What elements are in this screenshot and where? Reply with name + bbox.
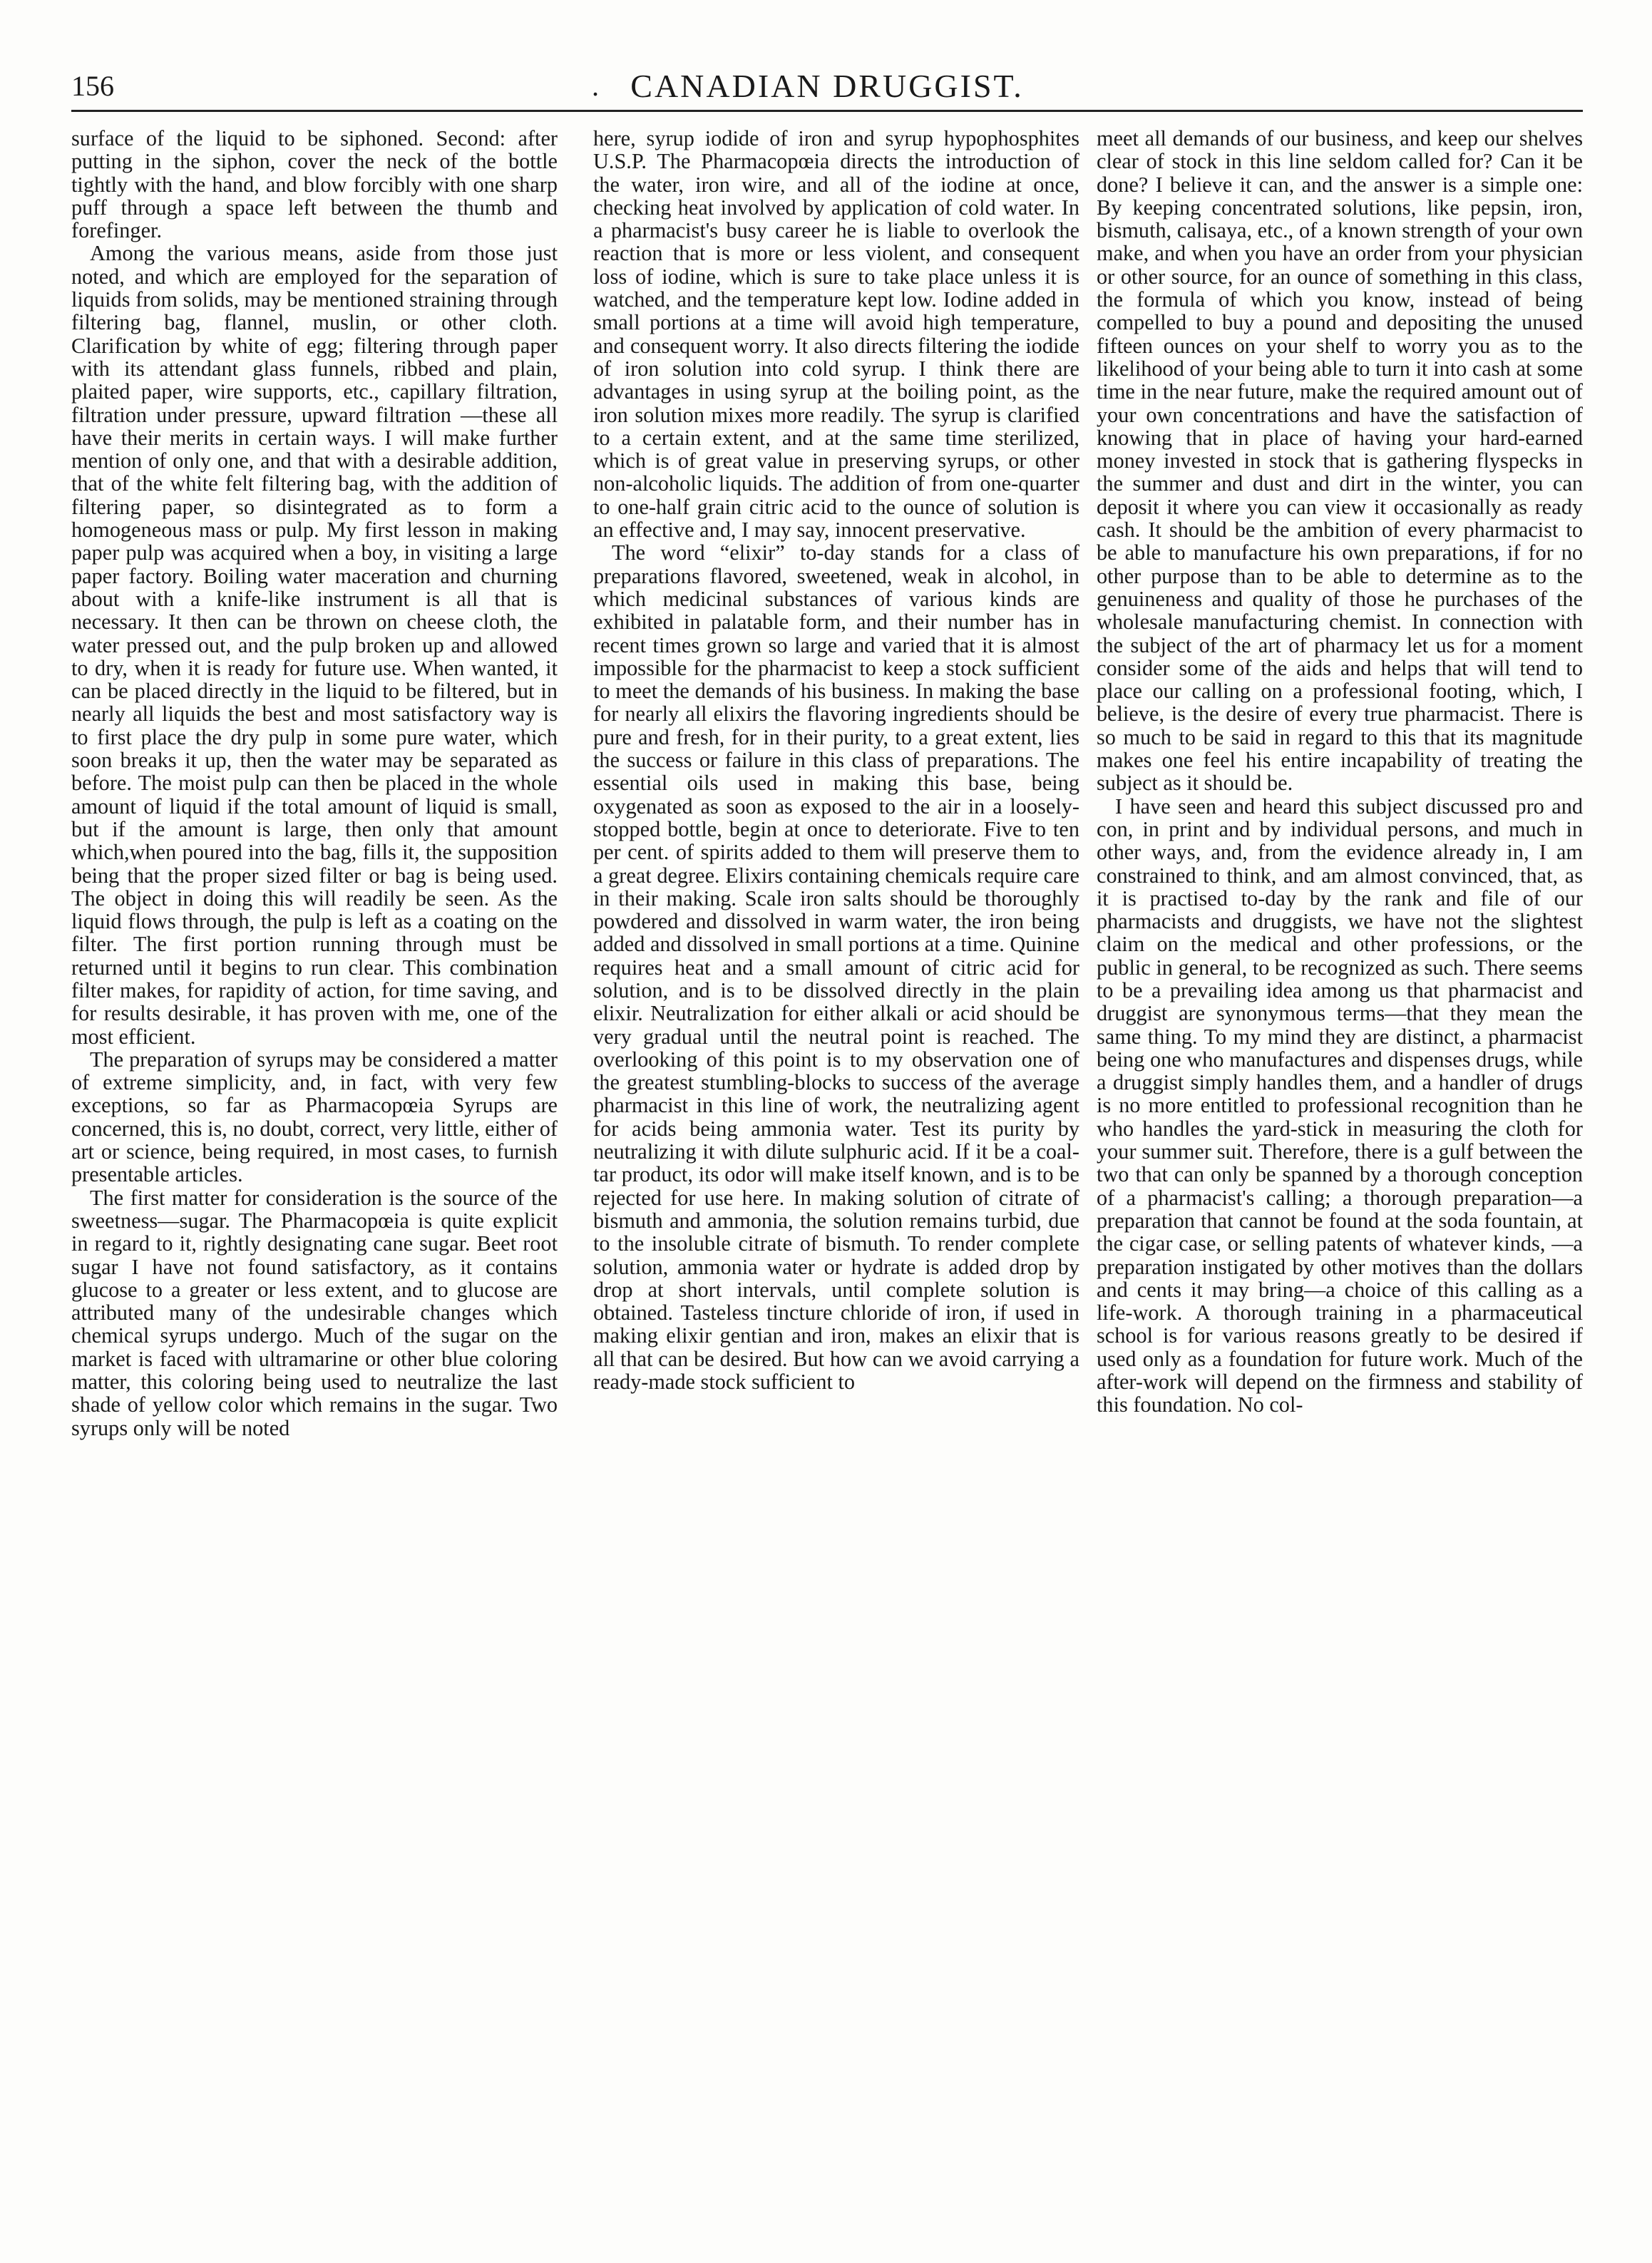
paragraph: The first matter for consideration is the source of the sweetness—sugar. The Pharmacopœia is quite explicit in regard to it, rightly designating cane sugar. Beet root sugar I have not found satisfactory, as it contains glucose to a greater or less extent, and to glucose are attributed many of the undesirable changes which chemical syrups undergo. Much of the sugar on the market is faced with ultramarine or other blue coloring matter, this coloring being used to neutralize the last shade of yellow color which remains in the sugar. Two syrups only will be noted [71,1185,558,1440]
page-number: 156 [71,70,114,102]
header-separator: . [592,70,599,102]
publication-title: CANADIAN DRUGGIST. [630,68,1024,104]
paragraph: here, syrup iodide of iron and syrup hypophosphites U.S.P. The Pharmacopœia directs the introduction of the water, iron wire, and all of the iodine at once, checking heat involved by application of cold water. In a pharmacist's busy career he is liable to overlook the reaction that is more or less violent, and consequent loss of iodine, which is sure to take place unless it is watched, and the temperature kept low. Iodine added in small portions at a time will avoid high temperature, and consequent worry. It also directs filtering the iodide of iron solution into cold syrup. I think there are advantages in using syrup at the boiling point, as the iron solution mixes more readily. The syrup is clarified to a certain extent, and at the same time sterilized, which is of great value in preserving syrups, or other non-alcoholic liquids. The addition of from one-quarter to one-half grain citric acid to the ounce of solution is an effective and, I may say, innocent preservative. [593,127,1079,543]
paragraph: I have seen and heard this subject discussed pro and con, in print and by individual persons, and much in other ways, and, from the evidence already in, I am constrained to think, and am almost convinced, that, as it is practised to-day by the rank and file of our pharmacists and druggists, we have not the slightest claim on the medical and other professions, or the public in general, to be recognized as such. There seems to be a prevailing idea among us that pharmacist and druggist are synonymous terms—that they mean the same thing. To my mind they are distinct, a pharmacist being one who manufactures and dispenses drugs, while a druggist simply handles them, and a handler of drugs is no more entitled to professional recognition than he who handles the yard-stick in measuring the cloth for your summer suit. Therefore, there is a gulf between the two that can only be spanned by a thorough conception of a pharmacist's calling; a thorough preparation—a preparation that cannot be found at the soda fountain, at the cigar case, or selling patents of whatever kinds, —a preparation instigated by other motives than the dollars and cents it may bring—a choice of this calling as a life-work. A thorough training in a pharmaceutical school is for various reasons greatly to be desired if used only as a foundation for future work. Much of the after-work will depend on the firmness and stability of this foundation. No col- [1097,794,1583,1417]
text-column-3 [1097,127,1583,2237]
paragraph: Among the various means, aside from those just noted, and which are employed for the separation of liquids from solids, may be mentioned straining through filtering bag, flannel, muslin, or other cloth. Clarification by white of egg; filtering through paper with its attendant glass funnels, ribbed and plain, plaited paper, wire supports, etc., capillary filtration, filtration under pressure, upward filtration —these all have their merits in certain ways. I will make further mention of only one, and that with a desirable addition, that of the white felt filtering bag, with the addition of filtering paper, so disintegrated as to form a homogeneous mass or pulp. My first lesson in making paper pulp was acquired when a boy, in visiting a large paper factory. Boiling water maceration and churning about with a knife-like instrument is all that is necessary. It then can be thrown on cheese cloth, the water pressed out, and the pulp broken up and allowed to dry, when it is ready for future use. When wanted, it can be placed directly in the liquid to be filtered, but in nearly all liquids the best and most satisfactory way is to first place the dry pulp in some pure water, which soon breaks it up, then the water may be separated as before. The moist pulp can then be placed in the whole amount of liquid if the total amount of liquid is small, but if the amount is large, then only that amount which,when poured into the bag, fills it, the supposition being that the proper sized filter or bag is being used. The object in doing this will readily be seen. As the liquid flows through, the pulp is left as a coating on the filter. The first portion running through must be returned until it begins to run clear. This combination filter makes, for rapidity of action, for time saving, and for results desirable, it has proven with me, one of the most efficient. [71,241,558,1049]
paragraph: meet all demands of our business, and keep our shelves clear of stock in this line seldom called for? Can it be done? I believe it can, and the answer is a simple one: By keeping concentrated solutions, like pepsin, iron, bismuth, calisaya, etc., of a known strength of your own make, and when you have an order from your physician or other source, for an ounce of something in this class, the formula of which you know, instead of being compelled to buy a pound and depositing the unused fifteen ounces on your shelf to worry you as to the likelihood of your being able to turn it into cash at some time in the near future, make the required amount out of your own concentrations and have the satisfaction of knowing that in place of having your hard-earned money invested in stock that is gathering flyspecks in the summer and dust and dirt in the winter, you can deposit it where you can view it occasionally as ready cash. It should be the ambition of every pharmacist to be able to manufacture his own preparations, if for no other purpose than to be able to determine as to the genuineness and quality of those he purchases of the wholesale manufacturing chemist. In connection with the subject of the art of pharmacy let us for a moment consider some of the aids and helps that will tend to place our calling on a professional footing, which, I believe, is the desire of every true pharmacist. There is so much to be said in regard to this that its magnitude makes one feel his entire incapability of treating the subject as it should be. [1097,127,1583,796]
paragraph: surface of the liquid to be siphoned. Second: after putting in the siphon, cover the neck of the bottle tightly with the hand, and blow forcibly with one sharp puff through a space left between the thumb and forefinger. [71,127,558,243]
header-rule [71,110,1583,112]
paragraph: The word “elixir” to-day stands for a class of preparations flavored, sweetened, weak in alcohol, in which medicinal substances of various kinds are exhibited in palatable form, and their number has in recent times grown so large and varied that it is almost impossible for the pharmacist to keep a stock sufficient to meet the demands of his business. In making the base for nearly all elixirs the flavoring ingredients should be pure and fresh, for in their purity, to a great extent, lies the success or failure in this class of preparations. The essential oils used in making this base, being oxygenated as soon as exposed to the air in a loosely-stopped bottle, begin at once to deteriorate. Five to ten per cent. of spirits added to them will preserve them to a great degree. Elixirs containing chemicals require care in their making. Scale iron salts should be thoroughly powdered and dissolved in warm water, the iron being added and dissolved in small portions at a time. Quinine requires heat and a small amount of citric acid for solution, and is to be dissolved directly in the plain elixir. Neutralization for either alkali or acid should be very gradual until the neutral point is reached. The overlooking of this point is to my observation one of the greatest stumbling-blocks to success of the average pharmacist in this line of work, the neutralizing agent for acids being ammonia water. Test its purity by neutralizing it with dilute sulphuric acid. If it be a coal-tar product, its odor will make itself known, and is to be rejected for use here. In making solution of citrate of bismuth and ammonia, the solution remains turbid, due to the insoluble citrate of bismuth. To render complete solution, ammonia water or hydrate is added drop by drop at short intervals, until complete solution is obtained. Tasteless tincture chloride of iron, if used in making elixir gentian and iron, makes an elixir that is all that can be desired. But how can we avoid carrying a ready-made stock sufficient to [593,540,1079,1395]
text-column-2 [593,127,1079,2237]
running-header [71,68,1583,110]
paragraph: The preparation of syrups may be considered a matter of extreme simplicity, and, in fact, with very few exceptions, so far as Pharmacopœia Syrups are concerned, this is, no doubt, correct, very little, either of art or science, being required, in most cases, to furnish presentable articles. [71,1047,558,1187]
text-column-1 [71,127,558,2237]
